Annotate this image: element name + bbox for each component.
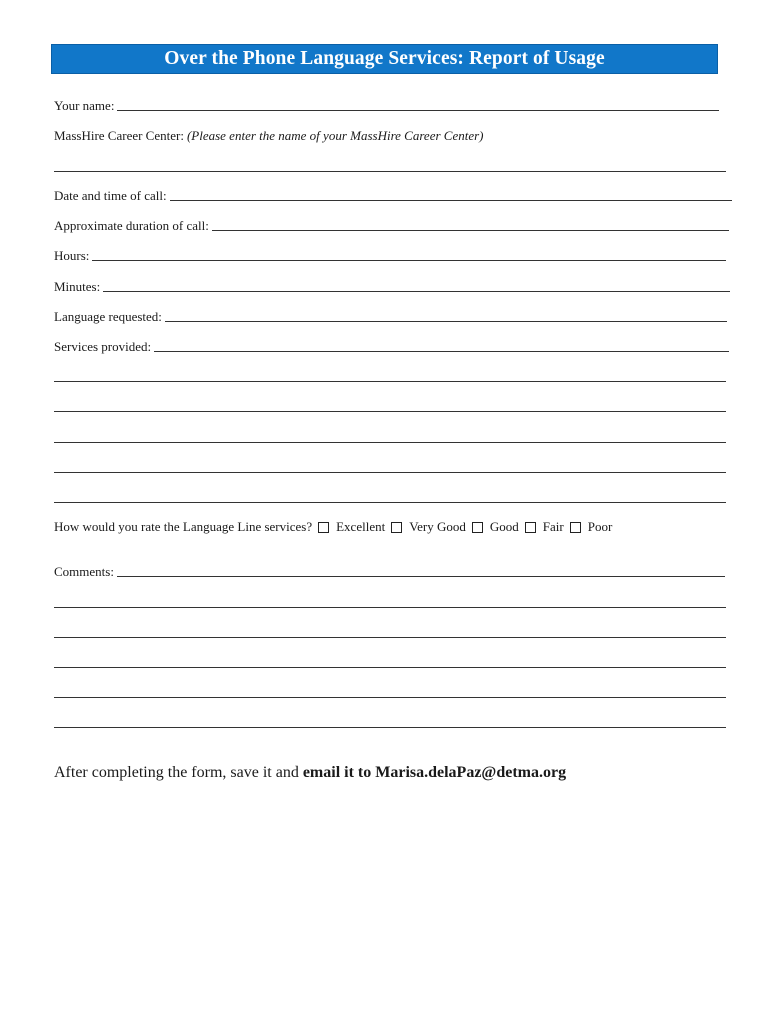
duration-label: Approximate duration of call:: [54, 218, 209, 233]
comments-label: Comments:: [54, 564, 114, 579]
rating-option-label: Good: [489, 519, 519, 534]
your-name-field[interactable]: [117, 110, 719, 111]
duration-row: [54, 218, 729, 234]
services-line[interactable]: [54, 502, 726, 503]
rating-question: How would you rate the Language Line services?: [54, 519, 313, 534]
comments-field[interactable]: [117, 576, 725, 577]
rating-option-label: Very Good: [409, 519, 466, 534]
rating-option-excellent[interactable]: [318, 519, 385, 535]
services-line[interactable]: [54, 411, 726, 412]
minutes-row: [54, 279, 730, 295]
career-center-label: MassHire Career Center:: [54, 128, 184, 143]
checkbox[interactable]: [472, 522, 483, 533]
checkbox[interactable]: [525, 522, 536, 533]
language-row: [54, 309, 727, 325]
footer-email[interactable]: email it to Marisa.delaPaz@detma.org: [302, 764, 567, 781]
footer-instructions: [54, 764, 566, 782]
services-field[interactable]: [154, 351, 729, 352]
hours-row: [54, 248, 726, 264]
services-label: Services provided:: [54, 339, 152, 354]
checkbox[interactable]: [570, 522, 581, 533]
comments-line[interactable]: [54, 607, 726, 608]
career-center-row: [54, 128, 486, 144]
rating-option-label: Fair: [542, 519, 564, 534]
career-center-field[interactable]: [54, 171, 726, 172]
checkbox[interactable]: [391, 522, 402, 533]
minutes-label: Minutes:: [54, 279, 101, 294]
comments-line[interactable]: [54, 667, 726, 668]
rating-option-very-good[interactable]: [391, 519, 466, 535]
comments-row: [54, 564, 725, 580]
career-center-note: (Please enter the name of your MassHire Career Center): [186, 128, 484, 143]
rating-option-fair[interactable]: [525, 519, 564, 535]
your-name-label: Your name:: [54, 98, 115, 113]
language-label: Language requested:: [54, 309, 162, 324]
rating-option-label: Excellent: [336, 519, 386, 534]
minutes-field[interactable]: [103, 291, 730, 292]
hours-field[interactable]: [92, 260, 726, 261]
rating-row: [54, 519, 618, 535]
rating-option-good[interactable]: [472, 519, 519, 535]
your-name-row: [54, 98, 719, 114]
form-title: Over the Phone Language Services: Report of Usage: [164, 48, 605, 69]
date-time-field[interactable]: [170, 200, 732, 201]
services-row: [54, 339, 729, 355]
comments-line[interactable]: [54, 697, 726, 698]
language-field[interactable]: [165, 321, 727, 322]
date-time-label: Date and time of call:: [54, 188, 167, 203]
date-time-row: [54, 188, 732, 204]
comments-line[interactable]: [54, 637, 726, 638]
services-line[interactable]: [54, 381, 726, 382]
footer-text: After completing the form, save it and: [54, 764, 299, 781]
duration-field[interactable]: [212, 230, 729, 231]
services-line[interactable]: [54, 442, 726, 443]
services-line[interactable]: [54, 472, 726, 473]
rating-option-label: Poor: [587, 519, 613, 534]
rating-option-poor[interactable]: [570, 519, 613, 535]
comments-line[interactable]: [54, 727, 726, 728]
form-title-bar: [51, 44, 718, 74]
hours-label: Hours:: [54, 248, 90, 263]
checkbox[interactable]: [318, 522, 329, 533]
